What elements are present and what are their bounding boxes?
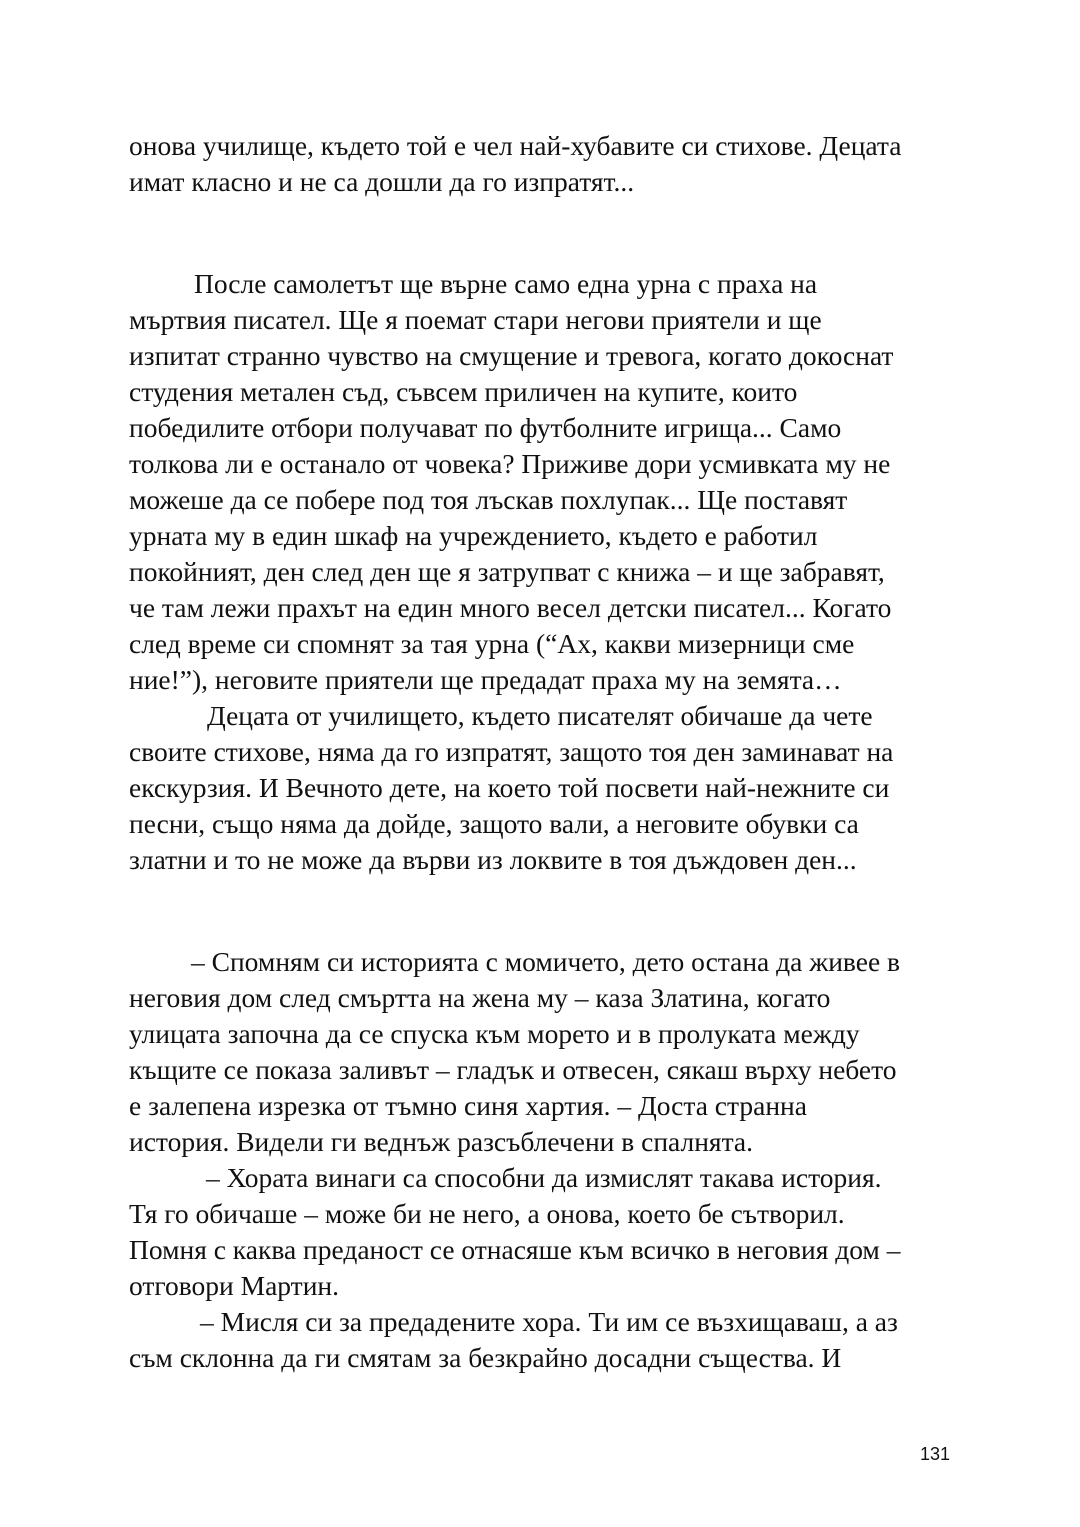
text-line: своите стихове, няма да го изпратят, защото тоя ден заминават на <box>129 736 894 767</box>
paragraph-first-line: Децата от училището, където писателят обичаше да чете <box>207 700 873 731</box>
text-line: съм склонна да ги смятам за безкрайно досадни същества. И <box>129 1342 842 1373</box>
text-line: улицата започна да се спуска към морето и в пролуката между <box>129 1018 860 1049</box>
paragraph-first-line: – Мисля си за предадените хора. Ти им се възхищаваш, а аз <box>200 1306 898 1337</box>
text-line: победилите отбори получават по футболните игрища... Само <box>129 412 842 443</box>
text-line: история. Видели ги веднъж разсъблечени в спалнята. <box>129 1126 754 1157</box>
text-line: отговори Мартин. <box>129 1270 340 1301</box>
text-line: урната му в един шкаф на учреждението, където е работил <box>129 520 818 551</box>
text-line: неговия дом след смъртта на жена му – каза Златина, когато <box>129 982 831 1013</box>
paragraph-first-line: – Спомням си историята с момичето, дето остана да живее в <box>191 946 901 977</box>
paragraph-first-line: – Хората винаги са способни да измислят такава история. <box>206 1162 882 1193</box>
page-number: 131 <box>920 1444 951 1464</box>
text-line: толкова ли е останало от човека? Приживе дори усмивката му не <box>129 448 891 479</box>
text-line: след време си спомнят за тая урна (“Ах, какви мизерници сме <box>129 628 855 659</box>
paragraph-first-line: После самолетът ще върне само една урна с праха на <box>194 268 818 299</box>
text-line: златни и то не може да върви из локвите в тоя дъждовен ден... <box>129 844 857 875</box>
text-line: изпитат странно чувство на смущение и тревога, когато докоснат <box>129 340 894 371</box>
text-line: ние!”), неговите приятели ще предадат праха му на земята… <box>129 664 842 695</box>
text-line: Помня с каква преданост се отнасяше към всичко в неговия дом – <box>129 1234 901 1265</box>
text-line: че там лежи прахът на един много весел детски писател... Когато <box>129 592 892 623</box>
text-line: можеше да се побере под тоя лъскав похлупак... Ще поставят <box>129 484 848 515</box>
text-line: Тя го обичаше – може би не него, а онова, което бе сътворил. <box>129 1198 845 1229</box>
text-line: мъртвия писател. Ще я поемат стари негови приятели и ще <box>129 304 822 335</box>
text-line: покойният, ден след ден ще я затрупват с книжа – и ще забравят, <box>129 556 885 587</box>
text-line: е залепена изрезка от тъмно синя хартия. – Доста странна <box>129 1090 807 1121</box>
text-line: онова училище, където той е чел най-хубавите си стихове. Децата <box>129 130 902 161</box>
text-line: песни, също няма да дойде, защото вали, а неговите обувки са <box>129 808 859 839</box>
text-line: къщите се показа заливът – гладък и отвесен, сякаш върху небето <box>129 1054 897 1085</box>
text-line: студения метален съд, съвсем приличен на купите, които <box>129 376 798 407</box>
text-line: екскурзия. И Вечното дете, на което той посвети най-нежните си <box>129 772 890 803</box>
text-line: имат класно и не са дошли да го изпратят... <box>129 166 635 197</box>
